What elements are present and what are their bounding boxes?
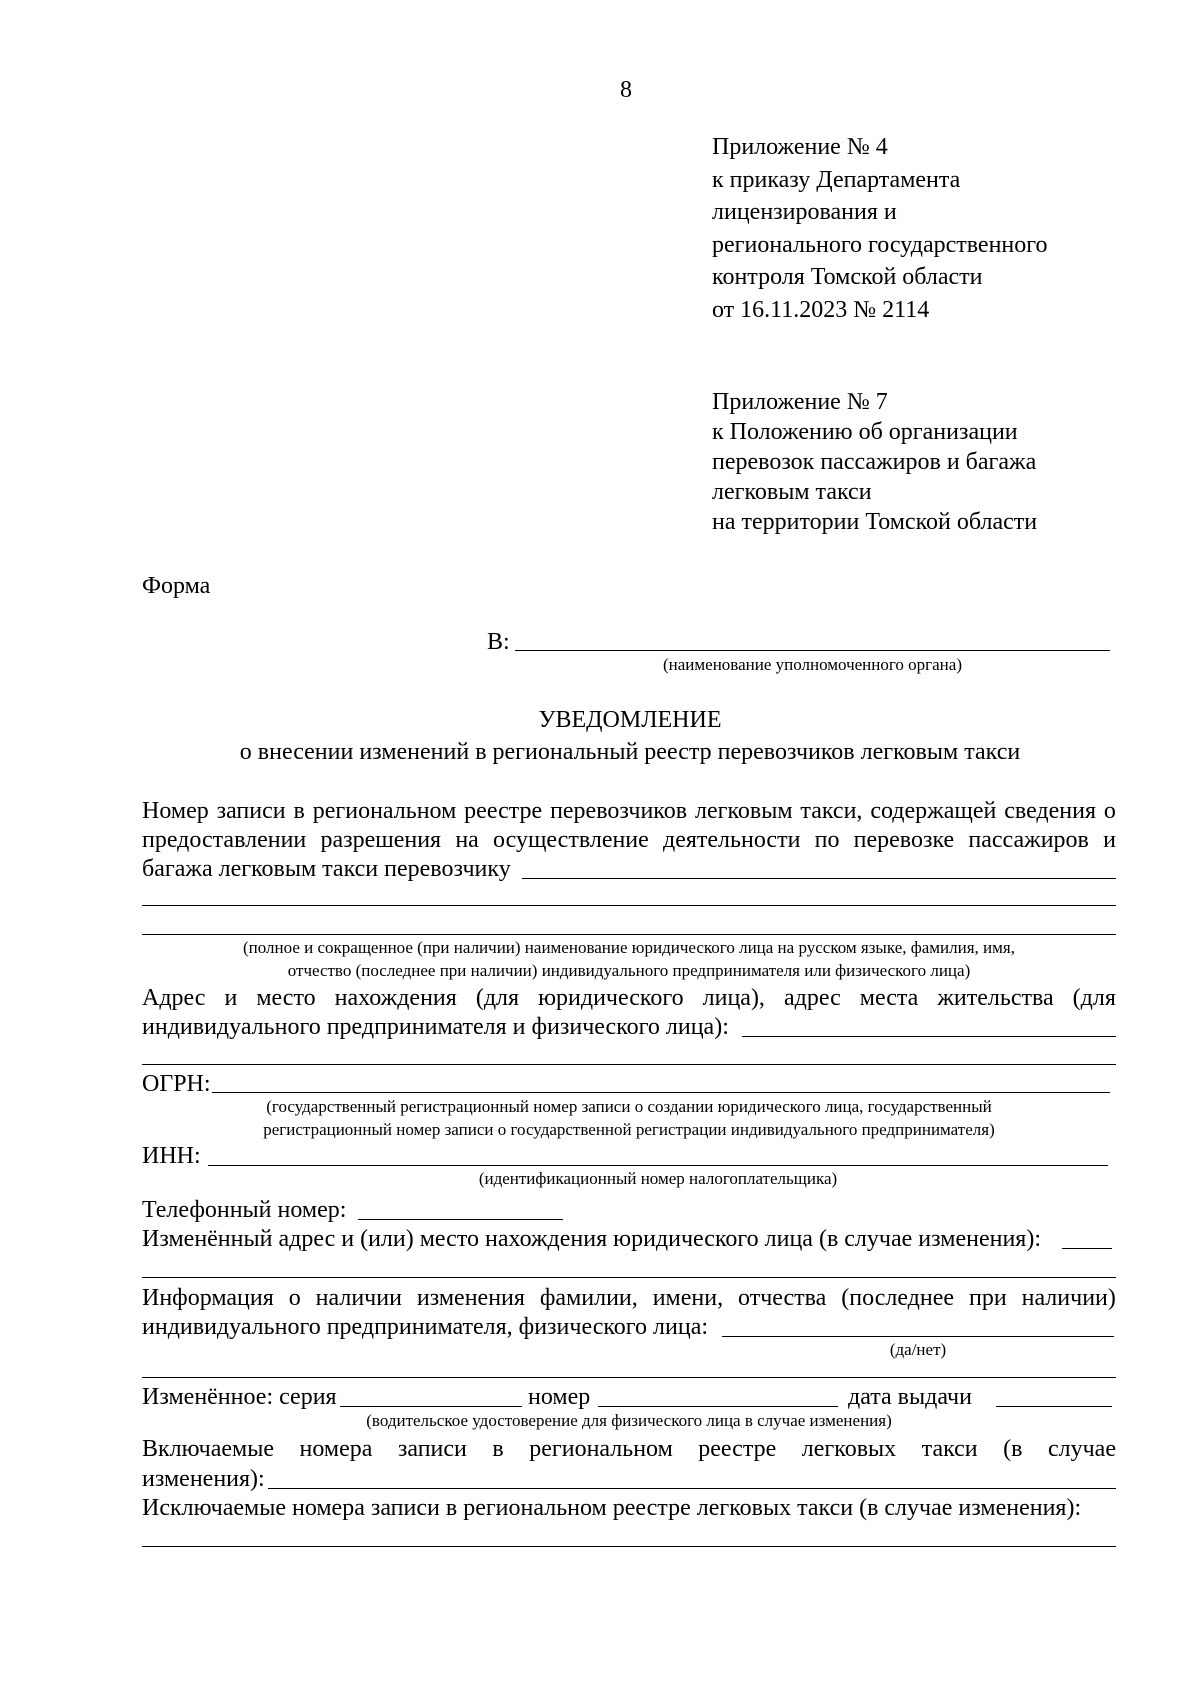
header1-line: контроля Томской области <box>712 264 983 290</box>
changed-address-field-2[interactable] <box>142 1277 1116 1278</box>
header1-line: регионального государственного <box>712 231 1048 258</box>
changed-series-label: Изменённое: серия <box>142 1384 337 1410</box>
document-title: УВЕДОМЛЕНИЕ <box>538 707 722 733</box>
recipient-label: В: <box>487 629 510 655</box>
record-number-line-1: Номер записи в региональном реестре перевозчиков легковым такси, содержащей сведения о <box>142 798 1116 824</box>
header2-line: Приложение № 7 <box>712 389 888 415</box>
ogrn-caption-line-1: (государственный регистрационный номер записи о создании юридического лица, государственный <box>266 1097 992 1116</box>
issue-date-label: дата выдачи <box>848 1384 972 1410</box>
address-line-1: Адрес и место нахождения (для юридического лица), адрес места жительства (для <box>142 985 1116 1011</box>
license-number-label: номер <box>528 1384 591 1410</box>
name-change-line-1: Информация о наличии изменения фамилии, имени, отчества (последнее при наличии) <box>142 1285 1116 1311</box>
carrier-name-field-3[interactable] <box>142 934 1116 935</box>
name-change-line-2: индивидуального предпринимателя, физического лица: <box>142 1314 709 1340</box>
phone-label: Телефонный номер: <box>142 1197 347 1223</box>
header2-line: легковым такси <box>712 479 872 505</box>
inn-label: ИНН: <box>142 1143 201 1169</box>
header1-line: к приказу Департамента <box>712 166 961 193</box>
included-line-1: Включаемые номера записи в региональном реестре легковых такси (в случае <box>142 1436 1116 1462</box>
recipient-caption: (наименование уполномоченного органа) <box>662 655 962 674</box>
header2-line: к Положению об организации <box>712 419 1018 445</box>
carrier-name-field-2[interactable] <box>142 905 1116 906</box>
appendix-header-2 <box>712 387 1037 537</box>
phone-field[interactable] <box>358 1219 563 1220</box>
name-caption-line-1: (полное и сокращенное (при наличии) наименование юридического лица на русском языке, фамилия, имя, <box>243 938 1015 957</box>
excluded-label: Исключаемые номера записи в региональном реестре легковых такси (в случае изменения): <box>142 1495 1082 1521</box>
name-change-field[interactable] <box>722 1336 1114 1337</box>
name-caption-line-2: отчество (последнее при наличии) индивидуального предпринимателя или физического лица) <box>287 961 971 980</box>
ogrn-label: ОГРН: <box>142 1071 211 1097</box>
recipient-field[interactable] <box>515 650 1110 651</box>
carrier-name-field[interactable] <box>522 878 1116 879</box>
name-change-field-2[interactable] <box>142 1377 1116 1378</box>
name-change-caption: (да/нет) <box>889 1340 947 1359</box>
address-line-2: индивидуального предпринимателя и физического лица): <box>142 1014 729 1040</box>
changed-address-field[interactable] <box>1062 1248 1112 1249</box>
ogrn-field[interactable] <box>212 1092 1110 1093</box>
license-number-field[interactable] <box>598 1406 838 1407</box>
header1-line: лицензирования и <box>712 199 897 225</box>
document-subtitle: о внесении изменений в региональный реестр перевозчиков легковым такси <box>239 739 1021 765</box>
record-number-line-3: багажа легковым такси перевозчику <box>142 856 511 882</box>
record-number-line-2: предоставлении разрешения на осуществление деятельности по перевозке пассажиров и <box>142 827 1116 853</box>
changed-address-label: Изменённый адрес и (или) место нахождения юридического лица (в случае изменения): <box>142 1226 1041 1252</box>
included-records-field[interactable] <box>268 1488 1116 1489</box>
page-number: 8 <box>620 77 632 103</box>
header1-line: от 16.11.2023 № 2114 <box>712 296 930 323</box>
address-field-2[interactable] <box>142 1064 1116 1065</box>
appendix-header-1 <box>712 131 1048 326</box>
inn-caption: (идентификационный номер налогоплательщика) <box>478 1169 838 1188</box>
license-caption: (водительское удостоверение для физического лица в случае изменения) <box>366 1411 892 1430</box>
form-label: Форма <box>142 573 211 599</box>
license-series-field[interactable] <box>340 1406 522 1407</box>
ogrn-caption-line-2: регистрационный номер записи о государственной регистрации индивидуального предпринимателя) <box>263 1120 995 1139</box>
header1-line: Приложение № 4 <box>712 134 888 160</box>
excluded-records-field[interactable] <box>142 1546 1116 1547</box>
header2-line: перевозок пассажиров и багажа <box>712 449 1037 475</box>
inn-field[interactable] <box>208 1165 1108 1166</box>
address-field[interactable] <box>742 1036 1116 1037</box>
header2-line: на территории Томской области <box>712 509 1038 535</box>
issue-date-field[interactable] <box>996 1406 1112 1407</box>
included-line-2: изменения): <box>142 1466 265 1492</box>
